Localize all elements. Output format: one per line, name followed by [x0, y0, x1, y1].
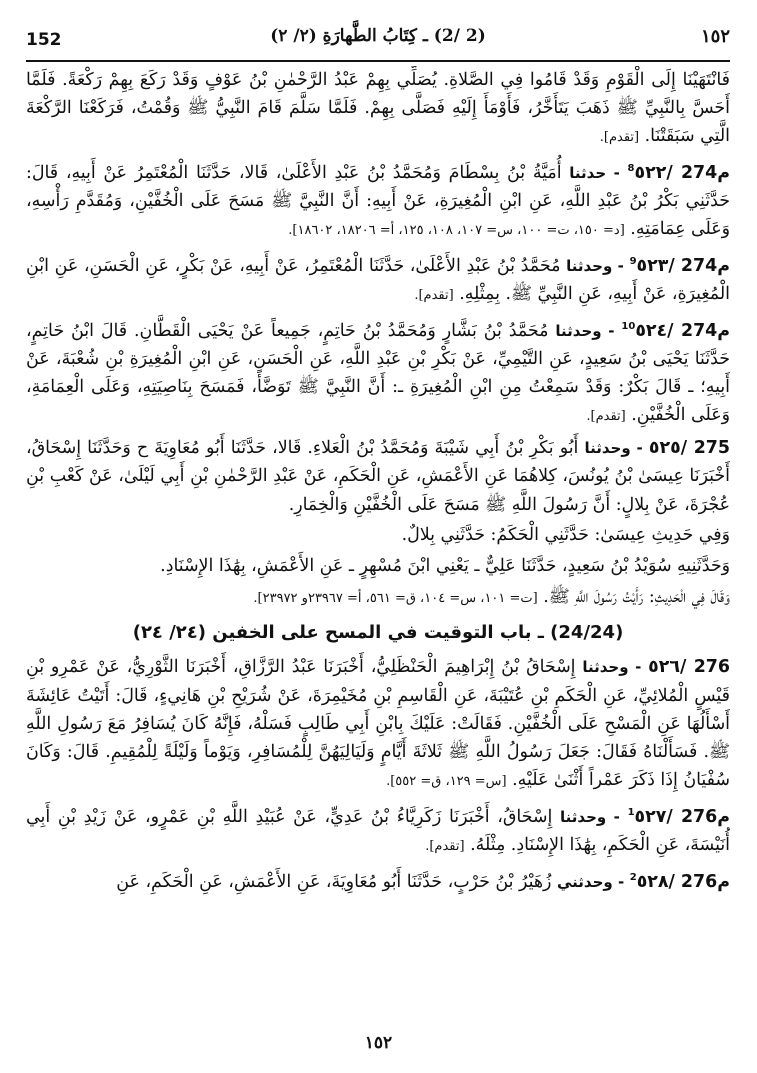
hadith-text: وَفِي حَدِيثِ عِيسَىٰ: حَدَّثَنِي الْحَكَمُ: حَدَّثَنِي بِلالٌ. [401, 525, 730, 546]
footnote-marker: 8 [627, 163, 635, 175]
narration-prefix: - وحدثنا [560, 807, 620, 826]
hadith-number: ٥٢٧/ 276م [634, 806, 730, 827]
hadith-paragraph [26, 66, 730, 153]
hadith-number: ٥٢٣/ 274م [636, 256, 730, 276]
hadith-paragraph [26, 313, 730, 432]
page-body [26, 66, 730, 1026]
hadith-paragraph [26, 552, 730, 580]
narration-prefix: - وحدثنا [582, 658, 642, 677]
hadith-paragraph [26, 653, 730, 796]
footnote-marker: 10 [621, 321, 636, 332]
hadith-text: مُحَمَّدُ بْنُ عَبْدِ الأَعْلَىٰ، حَدَّثَنَا الْمُعْتَمِرُ، عَنْ أَبِيهِ، عَنْ بَكْرٍ، عَنِ الْحَسَنِ، عَنِ ابْنِ الْمُغِيرَةِ، عَنْ أَبِيهِ، عَنِ النَّبِيِّ ﷺ. بِمِثْلِهِ. [26, 256, 730, 305]
hadith-number: ٥٢٦/ 276 [648, 657, 730, 678]
hadith-paragraph [26, 434, 730, 519]
reference-note: [د= ١٥٠، ت= ١٠٠، س= ١٠٧، ١٠٨، ١٢٥، أ= ١٨٢٠٦، ١٨٦٠٢]. [288, 223, 625, 239]
reference-note: [تقدم]. [586, 409, 626, 425]
reference-note: [ت= ١٠١، س= ١٠٤، ق= ٥٦١، أ= ٢٣٩٦٧و ٢٣٩٧٢]. [253, 591, 538, 606]
narration-prefix: - وحدثنا [566, 257, 624, 275]
hadith-number: ٥٢٤/ 274م [635, 320, 730, 341]
hadith-paragraph [26, 248, 730, 310]
hadith-text: إِسْحَاقُ، أَخْبَرَنَا زَكَرِيَّاءُ بْنُ عَدِيٍّ، عَنْ عُبَيْدِ اللَّهِ بْنِ عَمْرٍو، عَنْ زَيْدِ بْنِ أَبِي أُنَيْسَةَ، عَنِ الْحَكَمِ، بِهَٰذَا الإِسْنَادِ. مِثْلَهُ. [26, 806, 730, 856]
narration-prefix: - وحدثني [557, 872, 625, 891]
hadith-text: وَحَدَّثَنِيهِ سُوَيْدُ بْنُ سَعِيدٍ، حَدَّثَنَا عَلِيٌّ ـ يَعْنِي ابْنَ مُسْهِرٍ ـ عَنِ الأَعْمَشِ، بِهَٰذَا الإِسْنَادِ. [160, 556, 730, 577]
hadith-paragraph [26, 799, 730, 861]
footer-page-number: ١٥٢ [364, 1033, 393, 1053]
chapter-title: (24/24) ـ باب التوقيت في المسح على الخفين (٢٤/ ٢٤) [132, 622, 624, 644]
hadith-number: ٥٢٥/ 275 [648, 438, 730, 459]
footnote-marker: 9 [629, 256, 637, 268]
reference-note: [تقدم]. [599, 130, 640, 146]
hadith-text: زُهَيْرُ بْنُ حَرْبٍ، حَدَّثَنَا أَبُو مُعَاوِيَةَ، عَنِ الأَعْمَشِ، عَنِ الْحَكَمِ، عَنِ [116, 871, 552, 892]
hadith-text: فَانْتَهَيْنَا إِلَى الْقَوْمِ وَقَدْ قَامُوا فِي الصَّلاةِ. يُصَلِّي بِهِمْ عَبْدُ الرَّحْمٰنِ بْنُ عَوْفٍ وَقَدْ رَكَعَ بِهِمْ رَكْعَةً. فَلَمَّا أَحَسَّ بِالنَّبِيِّ ﷺ ذَهَبَ يَتَأَخَّرُ، فَأَوْمَأَ إِلَيْهِ فَصَلَّى بِهِمْ. فَلَمَّا سَلَّمَ قَامَ النَّبِيُّ ﷺ وَقُمْتُ، فَرَكَعْنَا الرَّكْعَةَ الَّتِي سَبَقَتْنَا. [26, 70, 730, 147]
hadith-paragraph [26, 864, 730, 896]
header-rule [26, 60, 730, 62]
hadith-section-1 [26, 66, 730, 613]
hadith-text: أَبُو بَكْرِ بْنُ أَبِي شَيْبَةَ وَمُحَمَّدُ بْنُ الْعَلاءِ. قَالا، حَدَّثَنَا أَبُو مُعَاوِيَةَ ح وَحَدَّثَنَا إِسْحَاقُ، أَخْبَرَنَا عِيسَىٰ بْنُ يُونُسَ، كِلاهُمَا عَنِ الأَعْمَشِ، عَنِ الْحَكَمِ، عَنْ عَبْدِ الرَّحْمٰنِ بْنِ أَبِي لَيْلَىٰ، عَنْ كَعْبِ بْنِ عُجْرَةَ، عَنْ بِلالٍ: أَنَّ رَسُولَ اللَّهِ ﷺ مَسَحَ عَلَى الْخُفَّيْنِ وَالْخِمَارِ. [26, 438, 730, 515]
hadith-number: ٥٢٨/ 276م [636, 871, 730, 892]
narration-prefix: - وحدثنا [584, 439, 643, 458]
hadith-text: وَقَالَ فِي الْحَدِيثِ: رَأَيْتُ رَسُولَ اللَّهِ ﷺ. [543, 587, 730, 607]
page-number-latin: 152 [26, 30, 62, 50]
reference-note: [تقدم]. [414, 288, 454, 304]
hadith-paragraph [26, 521, 730, 549]
running-title: (2 /2) ـ كِتَابُ الطَّهارَةِ (٢/ ٢) [270, 26, 486, 46]
hadith-text: مُحَمَّدُ بْنُ بَشَّارٍ وَمُحَمَّدُ بْنُ حَاتِمٍ، جَمِيعاً عَنْ يَحْيَى الْقَطَّانِ. قَالَ ابْنُ حَاتِمٍ، حَدَّثَنَا يَحْيَى بْنُ سَعِيدٍ، عَنِ التَّيْمِيِّ، عَنْ بَكْرِ بْنِ عَبْدِ اللَّهِ، عَنِ الْحَسَنِ، عَنِ ابْنِ الْمُغِيرَةِ بْنِ شُعْبَةَ، عَنْ أَبِيهِ؛ ـ قَالَ بَكْرٌ: وَقَدْ سَمِعْتُ مِنِ ابْنِ الْمُغِيرَةِ ـ: أَنَّ النَّبِيَّ ﷺ تَوَضَّأَ، فَمَسَحَ بِنَاصِيَتِهِ، وَعَلَى الْعِمَامَةِ، وَعَلَى الْخُفَّيْنِ. [26, 320, 730, 426]
hadith-section-2 [26, 653, 730, 895]
page-number-arabic: ١٥٢ [700, 26, 730, 47]
hadith-number: ٥٢٢/ 274م [634, 163, 730, 183]
hadith-paragraph [26, 583, 730, 613]
footnote-marker: 2 [629, 871, 637, 883]
footnote-marker: 1 [627, 807, 635, 819]
reference-note: [س= ١٢٩، ق= ٥٥٢]. [386, 774, 507, 790]
narration-prefix: - حدثنا [569, 164, 620, 182]
hadith-text: أُمَيَّةُ بْنُ بِسْطَامَ وَمُحَمَّدُ بْنُ عَبْدِ الأَعْلَىٰ، قَالا، حَدَّثَنَا الْمُعْتَمِرُ عَنْ أَبِيهِ، قَالَ: حَدَّثَنِي بَكْرُ بْنُ عَبْدِ اللَّهِ، عَنِ ابْنِ الْمُغِيرَةِ، عَنْ أَبِيهِ: أَنَّ النَّبِيَّ ﷺ مَسَحَ عَلَى الْخُفَّيْنِ، وَمُقَدَّمِ رَأْسِهِ، وَعَلَى عِمَامَتِهِ. [26, 163, 730, 240]
reference-note: [تقدم]. [425, 839, 465, 855]
hadith-paragraph [26, 155, 730, 245]
narration-prefix: - وحدثنا [555, 321, 615, 340]
page-header [26, 24, 730, 58]
hadith-text: إِسْحَاقُ بْنُ إِبْرَاهِيمَ الْحَنْظَلِيُّ، أَخْبَرَنَا عَبْدُ الرَّزَّاقِ، أَخْبَرَنَا الثَّوْرِيُّ، عَنْ عَمْرِو بْنِ قَيْسٍ الْمُلائِيِّ، عَنِ الْحَكَمِ بْنِ عُتَيْبَةَ، عَنِ الْقَاسِمِ بْنِ مُخَيْمِرَةَ، عَنْ شُرَيْحِ بْنِ هَانِيءٍ، قَالَ: أَتَيْتُ عَائِشَةَ أَسْأَلُهَا عَنِ الْمَسْحِ عَلَى الْخُفَّيْنِ. فَقَالَتْ: عَلَيْكَ بِابْنِ أَبِي طَالِبٍ فَسَلْهُ، فَإِنَّهُ كَانَ يُسَافِرُ مَعَ رَسُولِ اللَّهِ ﷺ. فَسَأَلْنَاهُ فَقَالَ: جَعَلَ رَسُولُ اللَّهِ ﷺ ثَلاثَةَ أَيَّامٍ وَلَيَالِيَهُنَّ لِلْمُسَافِرِ، وَيَوْماً وَلَيْلَةً لِلْمُقِيمِ. قَالَ: وَكَانَ سُفْيَانُ إِذَا ذَكَرَ عَمْراً أَثْنَىٰ عَلَيْهِ. [26, 657, 730, 791]
